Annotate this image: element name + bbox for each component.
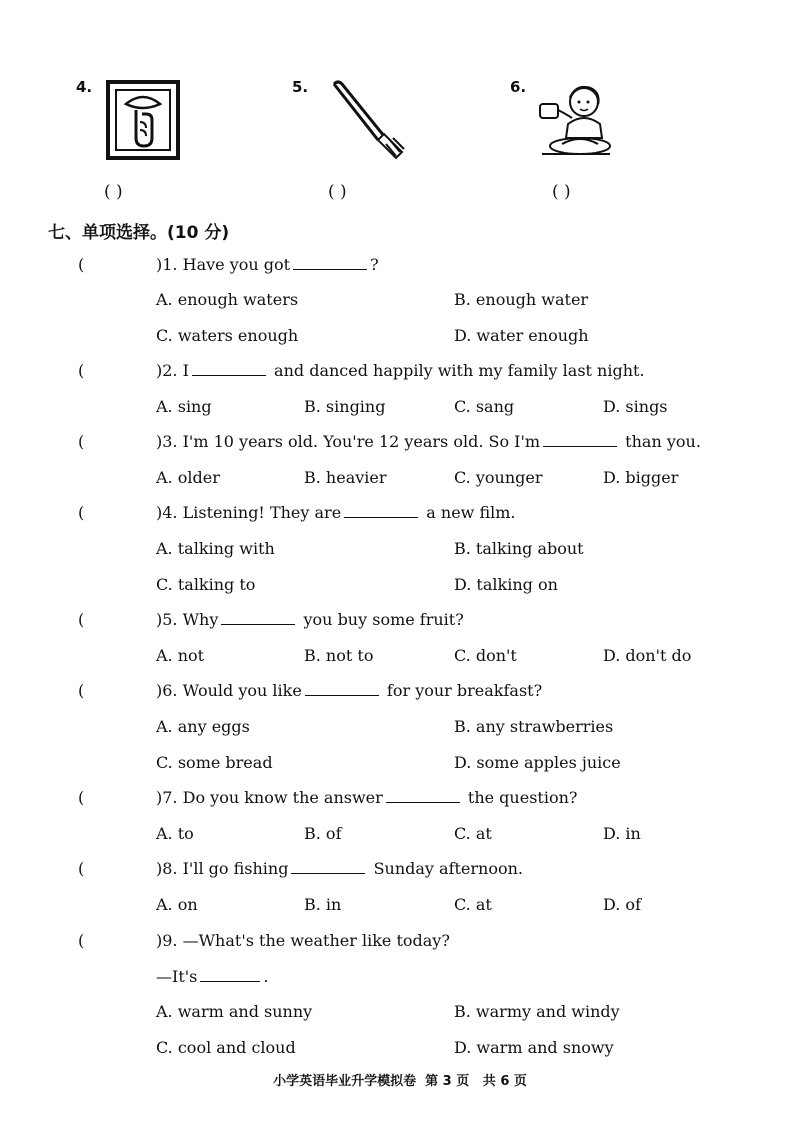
answer-blank[interactable] — [344, 503, 418, 518]
option-b[interactable]: B. enough water — [454, 290, 589, 309]
option-d[interactable]: D. bigger — [603, 468, 679, 487]
question-number: )2. — [156, 361, 178, 380]
question-text-after: and danced happily with my family last night. — [274, 361, 645, 380]
question-8 — [78, 859, 523, 878]
answer-paren[interactable]: ( — [78, 788, 85, 807]
option-b[interactable]: B. talking about — [454, 539, 584, 558]
question-number: )5. — [156, 610, 178, 629]
question-6 — [78, 681, 542, 700]
answer-paren[interactable]: ( — [78, 255, 85, 274]
option-d[interactable]: D. sings — [603, 397, 668, 416]
answer-blank[interactable] — [221, 610, 295, 625]
answer-paren[interactable]: ( — [78, 503, 85, 522]
question-number: )8. — [156, 859, 178, 878]
option-a[interactable]: A. sing — [156, 397, 212, 416]
question-text-after: for your breakfast? — [386, 681, 543, 700]
option-c[interactable]: C. younger — [454, 468, 543, 487]
question-number: )7. — [156, 788, 178, 807]
question-3 — [78, 432, 701, 451]
question-text: Listening! They are — [182, 503, 342, 522]
question-text: I'll go fishing — [182, 859, 289, 878]
option-d[interactable]: D. in — [603, 824, 641, 843]
option-d[interactable]: D. water enough — [454, 326, 589, 345]
page-footer: 小学英语毕业升学模拟卷 第 3 页 共 6 页 — [273, 1074, 527, 1089]
option-c[interactable]: C. at — [454, 895, 492, 914]
question-text: —What's the weather like today? — [182, 931, 450, 950]
question-text-after: Sunday afternoon. — [373, 859, 524, 878]
option-c[interactable]: C. some bread — [156, 753, 273, 772]
answer-blank[interactable] — [386, 788, 460, 803]
option-a[interactable]: A. talking with — [156, 539, 275, 558]
option-a[interactable]: A. enough waters — [156, 290, 299, 309]
question-text: Have you got — [182, 255, 291, 274]
option-b[interactable]: B. singing — [304, 397, 386, 416]
question-7 — [78, 788, 577, 807]
question-text: I — [182, 361, 189, 380]
question-text-after: a new film. — [426, 503, 516, 522]
question-number: )3. — [156, 432, 178, 451]
answer-blank[interactable] — [192, 361, 266, 376]
option-a[interactable]: A. older — [156, 468, 220, 487]
reply-text-after: . — [263, 967, 269, 986]
option-d[interactable]: D. warm and snowy — [454, 1038, 614, 1057]
option-a[interactable]: A. any eggs — [156, 717, 250, 736]
answer-paren[interactable]: ( — [78, 361, 85, 380]
answer-blank[interactable] — [305, 681, 379, 696]
answer-paren[interactable]: ( — [78, 610, 85, 629]
question-text: I'm 10 years old. You're 12 years old. So I'm — [182, 432, 541, 451]
section-title: 七、单项选择。(10 分) — [48, 223, 230, 243]
question-text: Do you know the answer — [182, 788, 383, 807]
question-1 — [78, 255, 379, 274]
option-d[interactable]: D. talking on — [454, 575, 558, 594]
question-text: Why — [182, 610, 219, 629]
question-9-reply — [156, 967, 268, 986]
question-5 — [78, 610, 464, 629]
picture-number-4: 4. — [76, 78, 93, 96]
answer-paren[interactable]: ( — [78, 931, 85, 950]
question-number: )4. — [156, 503, 178, 522]
question-2 — [78, 361, 645, 380]
picture-answer-4[interactable]: ( ) — [104, 182, 123, 202]
question-text-after: you buy some fruit? — [303, 610, 464, 629]
question-text-after: the question? — [467, 788, 578, 807]
option-c[interactable]: C. waters enough — [156, 326, 299, 345]
option-c[interactable]: C. sang — [454, 397, 515, 416]
picture-answer-6[interactable]: ( ) — [552, 182, 571, 202]
option-c[interactable]: C. don't — [454, 646, 517, 665]
option-a[interactable]: A. to — [156, 824, 194, 843]
picture-answer-5[interactable]: ( ) — [328, 182, 347, 202]
option-b[interactable]: B. of — [304, 824, 342, 843]
answer-blank[interactable] — [293, 255, 367, 270]
option-b[interactable]: B. any strawberries — [454, 717, 614, 736]
option-c[interactable]: C. talking to — [156, 575, 256, 594]
option-a[interactable]: A. warm and sunny — [156, 1002, 313, 1021]
question-number: )9. — [156, 931, 178, 950]
question-text: Would you like — [182, 681, 302, 700]
fork-icon — [326, 78, 412, 164]
option-b[interactable]: B. warmy and windy — [454, 1002, 620, 1021]
question-text-after: ? — [370, 255, 379, 274]
question-number: )6. — [156, 681, 178, 700]
answer-paren[interactable]: ( — [78, 859, 85, 878]
answer-blank[interactable] — [200, 967, 260, 982]
answer-paren[interactable]: ( — [78, 681, 85, 700]
option-a[interactable]: A. on — [156, 895, 198, 914]
option-a[interactable]: A. not — [156, 646, 205, 665]
option-b[interactable]: B. heavier — [304, 468, 387, 487]
question-9 — [78, 931, 450, 950]
answer-blank[interactable] — [543, 432, 617, 447]
option-d[interactable]: D. of — [603, 895, 641, 914]
option-b[interactable]: B. not to — [304, 646, 374, 665]
answer-paren[interactable]: ( — [78, 432, 85, 451]
picture-number-5: 5. — [292, 78, 309, 96]
option-c[interactable]: C. cool and cloud — [156, 1038, 296, 1057]
option-c[interactable]: C. at — [454, 824, 492, 843]
girl-eating-icon — [532, 80, 614, 162]
answer-blank[interactable] — [291, 859, 365, 874]
picture-number-6: 6. — [510, 78, 527, 96]
reply-text: —It's — [156, 967, 198, 986]
quiet-gesture-icon — [106, 80, 180, 160]
option-b[interactable]: B. in — [304, 895, 342, 914]
question-number: )1. — [156, 255, 178, 274]
option-d[interactable]: D. don't do — [603, 646, 692, 665]
option-d[interactable]: D. some apples juice — [454, 753, 621, 772]
question-text-after: than you. — [625, 432, 701, 451]
question-4 — [78, 503, 516, 522]
